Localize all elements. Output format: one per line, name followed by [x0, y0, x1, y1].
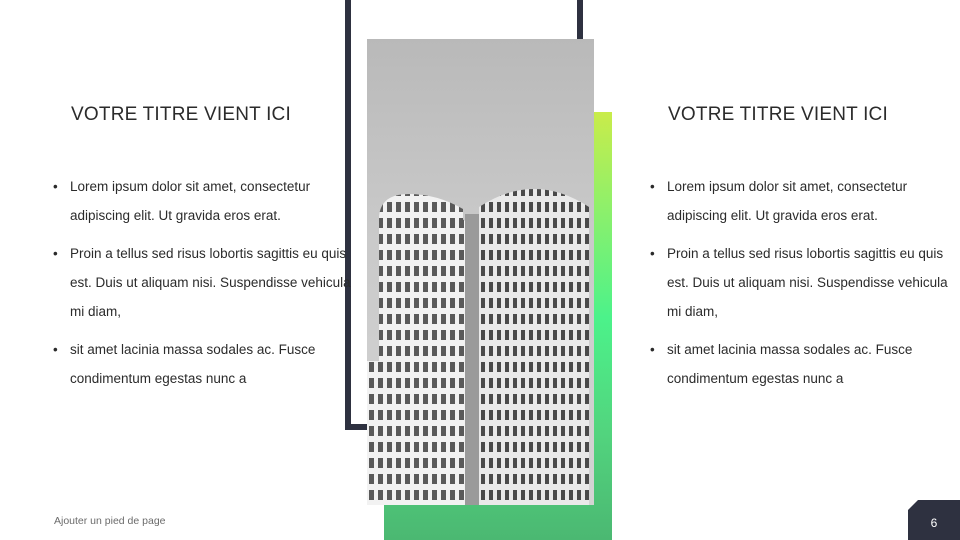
- right-column-title: VOTRE TITRE VIENT ICI: [668, 104, 888, 125]
- list-item: • sit amet lacinia massa sodales ac. Fusce condimentum egestas nunc a: [649, 335, 949, 393]
- page-number-badge: [908, 500, 960, 540]
- list-item: • sit amet lacinia massa sodales ac. Fusce condimentum egestas nunc a: [52, 335, 352, 393]
- right-bullet-list: [649, 172, 949, 402]
- left-bullet-list: [52, 172, 352, 402]
- building-photo: [367, 39, 594, 505]
- list-item: • Lorem ipsum dolor sit amet, consectetur adipiscing elit. Ut gravida eros erat.: [52, 172, 352, 230]
- list-item: • Proin a tellus sed risus lobortis sagittis eu quis est. Duis ut aliquam nisi. Suspendisse vehicula mi diam,: [52, 239, 352, 326]
- list-item: • Proin a tellus sed risus lobortis sagittis eu quis est. Duis ut aliquam nisi. Suspendisse vehicula mi diam,: [649, 239, 949, 326]
- footer-text: Ajouter un pied de page: [54, 515, 166, 527]
- building-illustration: [367, 39, 594, 505]
- left-column-title: VOTRE TITRE VIENT ICI: [71, 104, 291, 125]
- list-item: • Lorem ipsum dolor sit amet, consectetur adipiscing elit. Ut gravida eros erat.: [649, 172, 949, 230]
- page-number: 6: [930, 516, 938, 530]
